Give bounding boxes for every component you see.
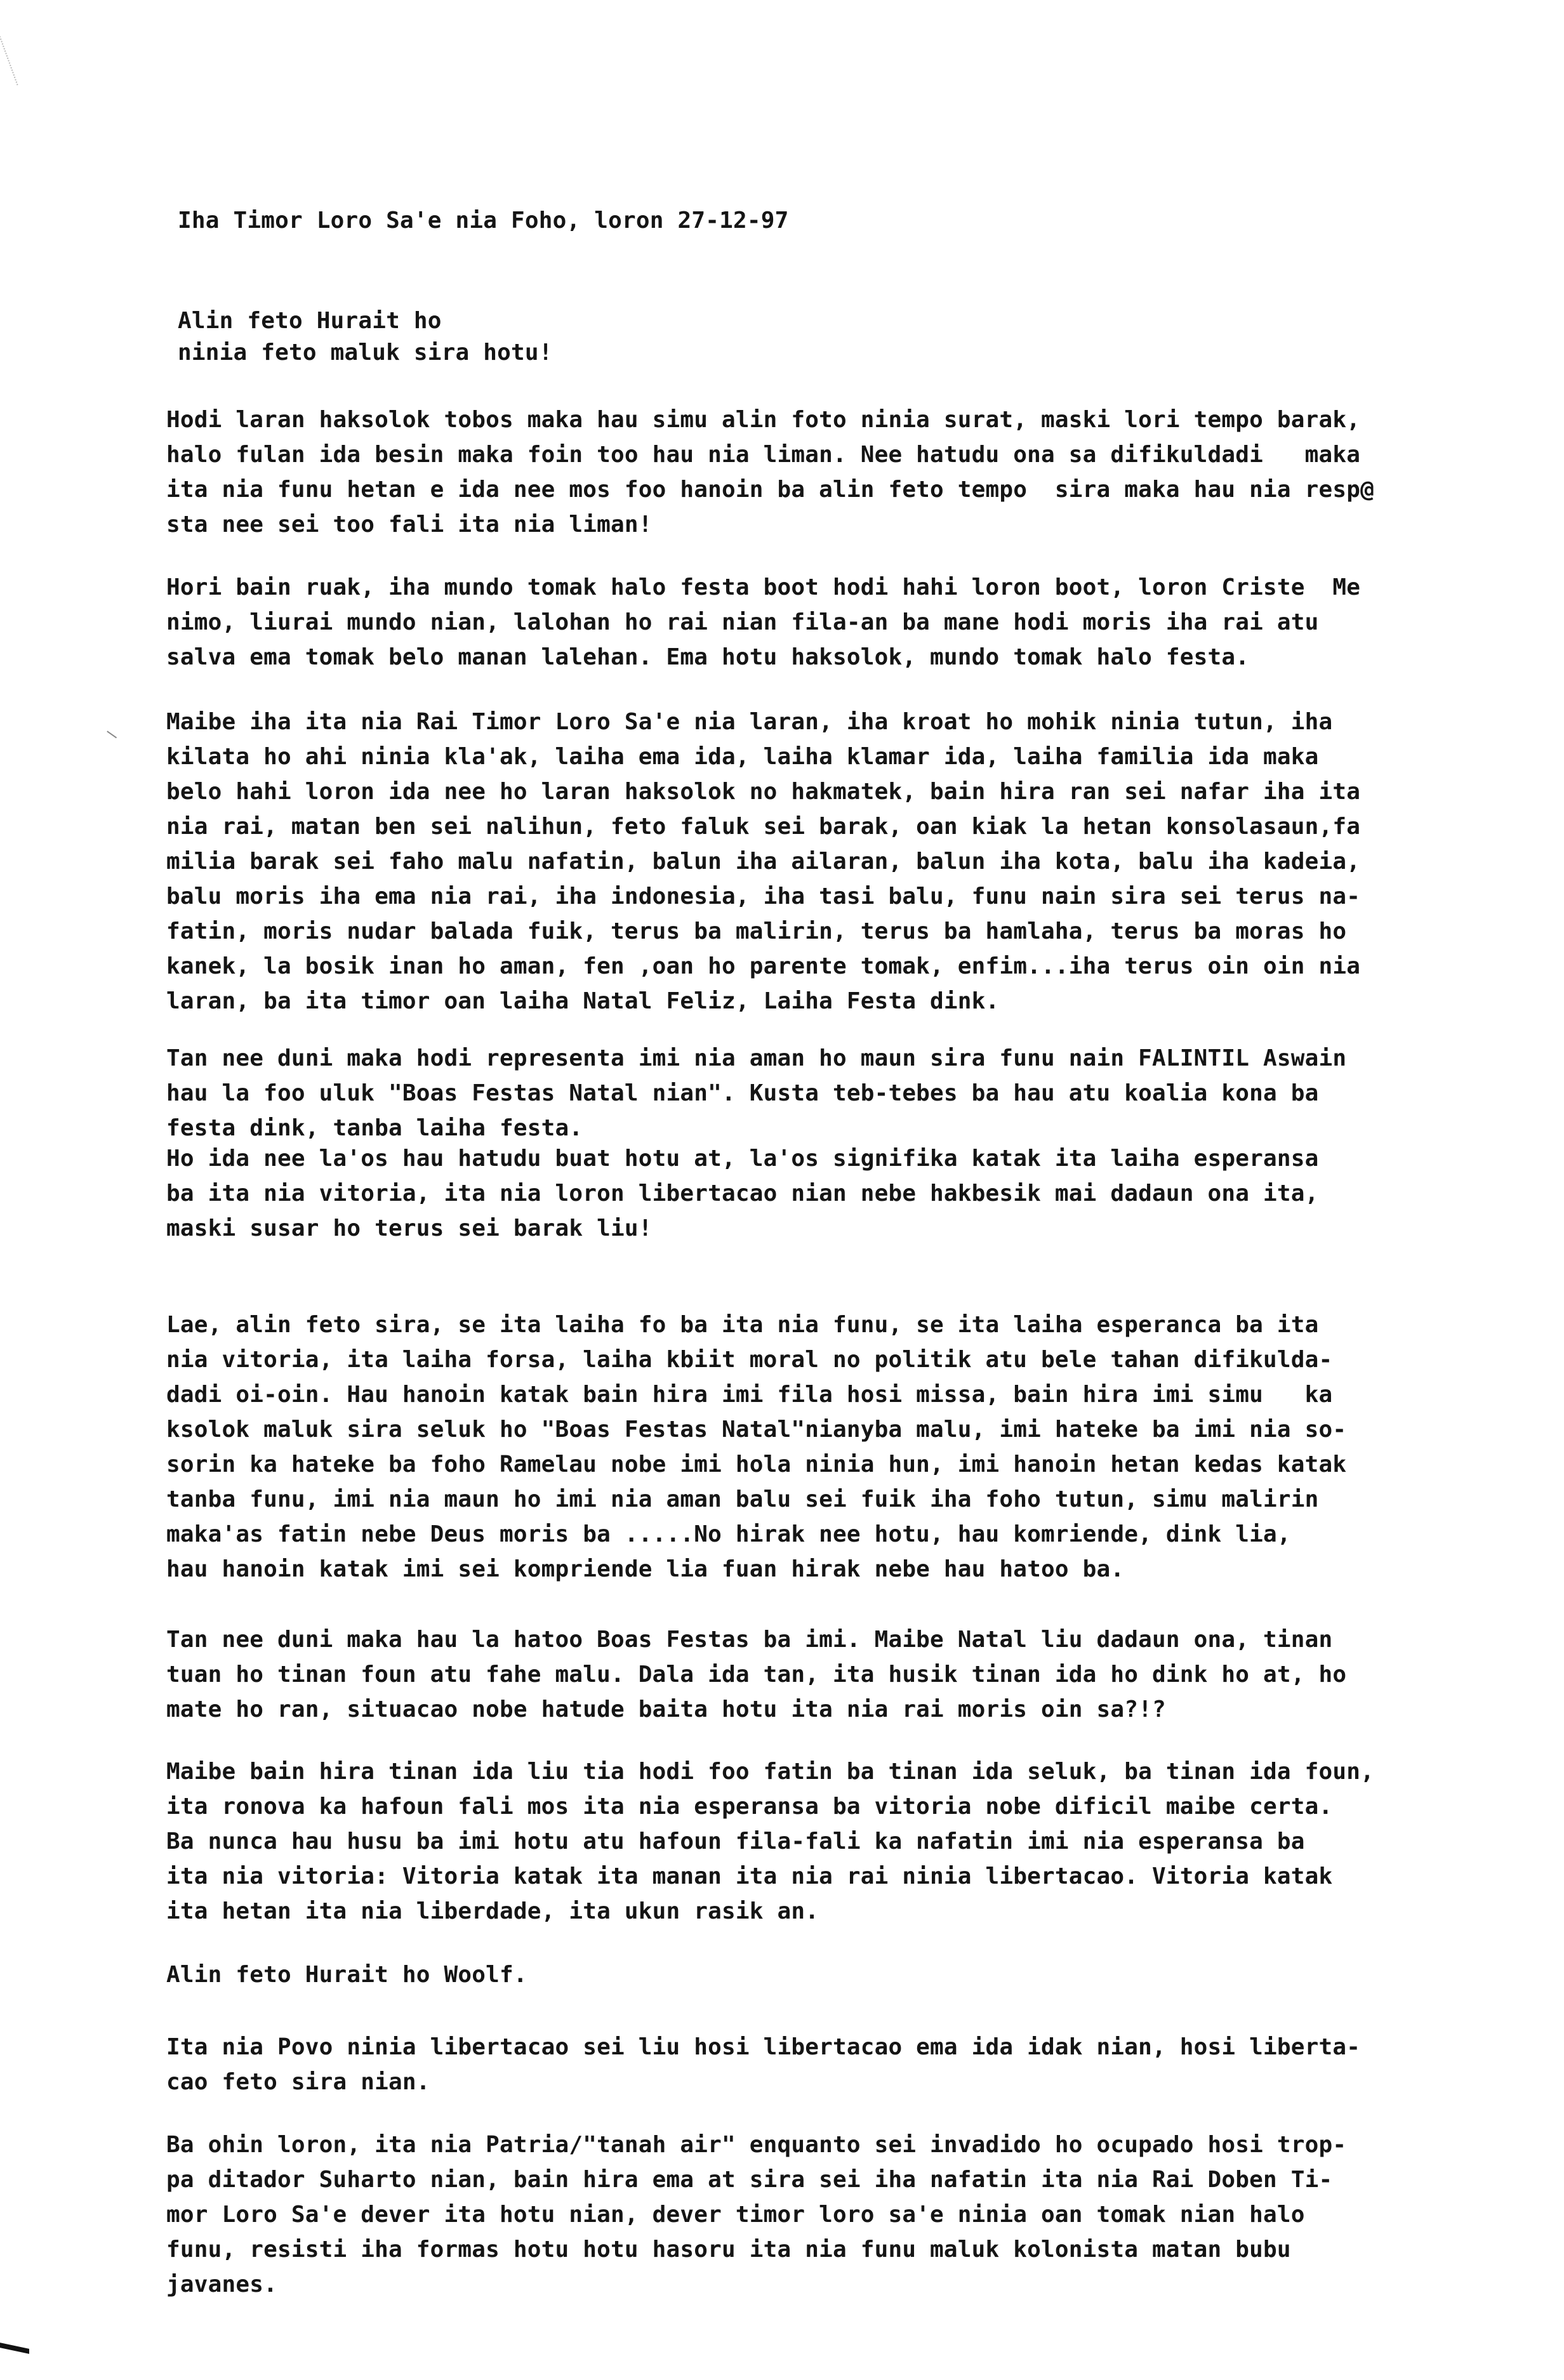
paragraph-7-line: mate ho ran, situacao nobe hatude baita hotu ita nia rai moris oin sa?!? [166, 1696, 1166, 1722]
paragraph-1-line: sta nee sei too fali ita nia liman! [166, 512, 653, 538]
letter-heading: Iha Timor Loro Sa'e nia Foho, loron 27-12-97 [178, 208, 789, 234]
paragraph-5-line: Ho ida nee la'os hau hatudu buat hotu at, la'os signifika katak ita laiha esperansa [166, 1146, 1319, 1172]
paragraph-6-line: ksolok maluk sira seluk ho "Boas Festas Natal"nianyba malu, imi hateke ba imi nia so- [166, 1417, 1347, 1443]
paragraph-2-line: salva ema tomak belo manan lalehan. Ema hotu haksolok, mundo tomak halo festa. [166, 644, 1250, 670]
paragraph-11-line: funu, resisti iha formas hotu hotu hasoru ita nia funu maluk kolonista matan bubu [166, 2237, 1291, 2263]
paragraph-1-line: Hodi laran haksolok tobos maka hau simu alin foto ninia surat, maski lori tempo barak, [166, 407, 1361, 433]
paragraph-6-line: sorin ka hateke ba foho Ramelau nobe imi hola ninia hun, imi hanoin hetan kedas katak [166, 1451, 1347, 1478]
paragraph-4-line: hau la foo uluk "Boas Festas Natal nian". Kusta teb-tebes ba hau atu koalia kona ba [166, 1080, 1319, 1106]
paragraph-3-line: balu moris iha ema nia rai, iha indonesia, iha tasi balu, funu nain sira sei terus na- [166, 883, 1361, 909]
paragraph-3-line: kanek, la bosik inan ho aman, fen ,oan ho parente tomak, enfim...iha terus oin oin nia [166, 953, 1361, 979]
paragraph-6-line: Lae, alin feto sira, se ita laiha fo ba ita nia funu, se ita laiha esperanca ba ita [166, 1312, 1319, 1338]
paragraph-7-line: tuan ho tinan foun atu fahe malu. Dala ida tan, ita husik tinan ida ho dink ho at, ho [166, 1662, 1347, 1688]
paragraph-3-line: belo hahi loron ida nee ho laran haksolok no hakmatek, bain hira ran sei nafar iha ita [166, 779, 1361, 805]
paragraph-5-line: ba ita nia vitoria, ita nia loron libertacao nian nebe hakbesik mai dadaun ona ita, [166, 1180, 1319, 1207]
paragraph-3-line: laran, ba ita timor oan laiha Natal Feliz, Laiha Festa dink. [166, 988, 1000, 1014]
paragraph-8-line: ita ronova ka hafoun fali mos ita nia esperansa ba vitoria nobe dificil maibe certa. [166, 1794, 1333, 1820]
paragraph-3-line: kilata ho ahi ninia kla'ak, laiha ema ida, laiha klamar ida, laiha familia ida maka [166, 744, 1319, 770]
paragraph-5-line: maski susar ho terus sei barak liu! [166, 1215, 653, 1241]
paragraph-8-line: ita hetan ita nia liberdade, ita ukun rasik an. [166, 1898, 819, 1924]
paragraph-6-line: nia vitoria, ita laiha forsa, laiha kbiit moral no politik atu bele tahan difikulda- [166, 1347, 1333, 1373]
paragraph-8-line: Maibe bain hira tinan ida liu tia hodi foo fatin ba tinan ida seluk, ba tinan ida foun, [166, 1759, 1375, 1785]
paragraph-9-line: Alin feto Hurait ho Woolf. [166, 1962, 527, 1988]
paragraph-1-line: ita nia funu hetan e ida nee mos foo hanoin ba alin feto tempo sira maka hau nia resp@ [166, 477, 1375, 503]
paragraph-8-line: ita nia vitoria: Vitoria katak ita manan ita nia rai ninia libertacao. Vitoria katak [166, 1863, 1333, 1889]
paragraph-10-line: Ita nia Povo ninia libertacao sei liu hosi libertacao ema ida idak nian, hosi liberta- [166, 2034, 1361, 2060]
salutation-line: ninia feto maluk sira hotu! [178, 340, 553, 366]
paragraph-3-line: Maibe iha ita nia Rai Timor Loro Sa'e nia laran, iha kroat ho mohik ninia tutun, iha [166, 709, 1333, 735]
paragraph-4-line: Tan nee duni maka hodi representa imi nia aman ho maun sira funu nain FALINTIL Aswain [166, 1045, 1347, 1071]
paragraph-3-line: fatin, moris nudar balada fuik, terus ba malirin, terus ba hamlaha, terus ba moras ho [166, 918, 1347, 944]
paragraph-11-line: pa ditador Suharto nian, bain hira ema at sira sei iha nafatin ita nia Rai Doben Ti- [166, 2167, 1333, 2193]
paragraph-10-line: cao feto sira nian. [166, 2069, 430, 2095]
paragraph-4-line: festa dink, tanba laiha festa. [166, 1115, 583, 1141]
paragraph-2-line: Hori bain ruak, iha mundo tomak halo festa boot hodi hahi loron boot, loron Criste Me [166, 574, 1361, 600]
paragraph-2-line: nimo, liurai mundo nian, lalohan ho rai nian fila-an ba mane hodi moris iha rai atu [166, 609, 1319, 635]
paragraph-8-line: Ba nunca hau husu ba imi hotu atu hafoun fila-fali ka nafatin imi nia esperansa ba [166, 1828, 1305, 1854]
paragraph-11-line: Ba ohin loron, ita nia Patria/"tanah air" enquanto sei invadido ho ocupado hosi trop- [166, 2132, 1347, 2158]
paragraph-6-line: hau hanoin katak imi sei kompriende lia fuan hirak nebe hau hatoo ba. [166, 1556, 1125, 1582]
paragraph-3-line: nia rai, matan ben sei nalihun, feto faluk sei barak, oan kiak la hetan konsolasaun,fa [166, 814, 1361, 840]
paragraph-11-line: javanes. [166, 2271, 277, 2297]
paragraph-11-line: mor Loro Sa'e dever ita hotu nian, dever timor loro sa'e ninia oan tomak nian halo [166, 2202, 1305, 2228]
paragraph-7-line: Tan nee duni maka hau la hatoo Boas Festas ba imi. Maibe Natal liu dadaun ona, tinan [166, 1627, 1333, 1653]
paragraph-6-line: maka'as fatin nebe Deus moris ba .....No hirak nee hotu, hau komriende, dink lia, [166, 1521, 1291, 1547]
paragraph-6-line: dadi oi-oin. Hau hanoin katak bain hira imi fila hosi missa, bain hira imi simu ka [166, 1382, 1333, 1408]
paragraph-6-line: tanba funu, imi nia maun ho imi nia aman balu sei fuik iha foho tutun, simu malirin [166, 1486, 1319, 1512]
paragraph-1-line: halo fulan ida besin maka foin too hau nia liman. Nee hatudu ona sa difikuldadi maka [166, 442, 1361, 468]
salutation-line: Alin feto Hurait ho [178, 308, 442, 334]
paragraph-3-line: milia barak sei faho malu nafatin, balun iha ailaran, balun iha kota, balu iha kadeia, [166, 849, 1361, 875]
